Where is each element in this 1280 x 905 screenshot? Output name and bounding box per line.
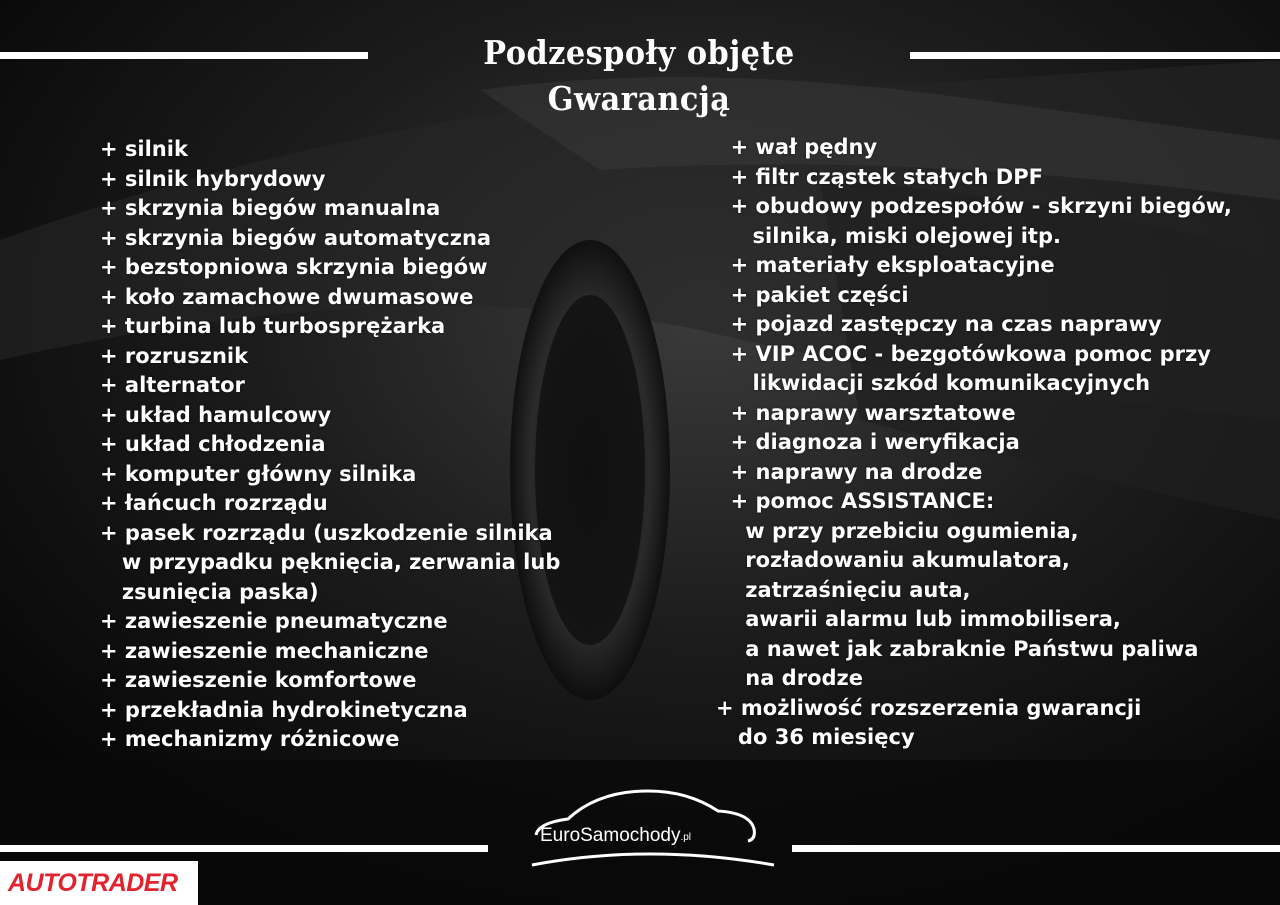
left-list-item: + mechanizmy różnicowe [100,727,400,751]
right-list-item: + pomoc ASSISTANCE: [716,489,995,513]
left-list-item: + układ chłodzenia [100,432,326,456]
left-list-item: + rozrusznik [100,343,249,368]
right-list-item: rozładowaniu akumulatora, [716,548,1070,572]
left-list-item: zsunięcia paska) [100,579,319,604]
right-list-item: + obudowy podzespołów - skrzyni biegów, [716,194,1232,218]
right-list-item: + pojazd zastępczy na czas naprawy [716,312,1162,336]
left-list-item: + łańcuch rozrządu [100,491,328,515]
left-list-item: + turbina lub turbosprężarka [100,314,446,338]
left-list-item: + skrzynia biegów automatyczna [100,225,492,250]
title-left-rule [0,52,368,59]
autotrader-badge[interactable] [0,861,198,905]
right-list-item: likwidacji szkód komunikacyjnych [716,371,1151,395]
right-list-item: w przy przebiciu ogumienia, [716,518,1079,543]
header [0,30,1280,118]
title-right-rule [910,52,1280,59]
left-list-item: + alternator [100,373,245,397]
right-list-item: + możliwość rozszerzenia gwarancji [716,695,1142,720]
right-list-item: a nawet jak zabraknie Państwu paliwa [716,636,1199,661]
right-coverage-list [716,133,1232,753]
right-list-item: + naprawy na drodze [716,459,983,484]
autotrader-logo: AUTOTRADER [8,868,178,897]
left-list-item: + przekładnia hydrokinetyczna [100,697,468,722]
footer-right-rule [792,845,1280,852]
eurosamochody-logo [528,785,780,870]
right-list-item: awarii alarmu lub immobilisera, [716,607,1121,631]
right-list-item: + wał pędny [716,135,878,159]
left-list-item: + komputer główny silnika [100,461,417,486]
left-list-item: + bezstopniowa skrzynia biegów [100,255,488,279]
right-list-item: + pakiet części [716,282,909,307]
right-list-item: + diagnoza i weryfikacja [716,430,1020,454]
right-list-item: + naprawy warsztatowe [716,400,1016,425]
svg-text:EuroSamochody.pl [540,825,691,846]
left-coverage-list [100,135,560,755]
page-title: Podzespoły objęte Gwarancją [483,33,795,118]
left-list-item: + silnik [100,137,188,161]
left-list-item: + zawieszenie komfortowe [100,668,417,692]
right-list-item: na drodze [716,666,863,690]
left-list-item: w przypadku pęknięcia, zerwania lub [100,550,561,574]
right-list-item: + materiały eksploatacyjne [716,253,1055,277]
left-list-item: + pasek rozrządu (uszkodzenie silnika [100,520,553,545]
right-list-item: silnika, miski olejowej itp. [716,223,1061,248]
right-list-item: do 36 miesięcy [716,725,915,749]
logo-name: EuroSamochody [540,825,681,846]
right-list-item: zatrzaśnięciu auta, [716,577,971,602]
left-list-item: + koło zamachowe dwumasowe [100,284,474,309]
left-list-item: + zawieszenie pneumatyczne [100,609,448,633]
footer-left-rule [0,845,488,852]
left-list-item: + zawieszenie mechaniczne [100,638,429,663]
left-list-item: + układ hamulcowy [100,402,332,427]
logo-suffix: .pl [680,832,692,843]
left-list-item: + skrzynia biegów manualna [100,196,441,220]
right-list-item: + VIP ACOC - bezgotówkowa pomoc przy [716,341,1211,366]
right-list-item: + filtr cząstek stałych DPF [716,164,1043,189]
left-list-item: + silnik hybrydowy [100,166,326,191]
